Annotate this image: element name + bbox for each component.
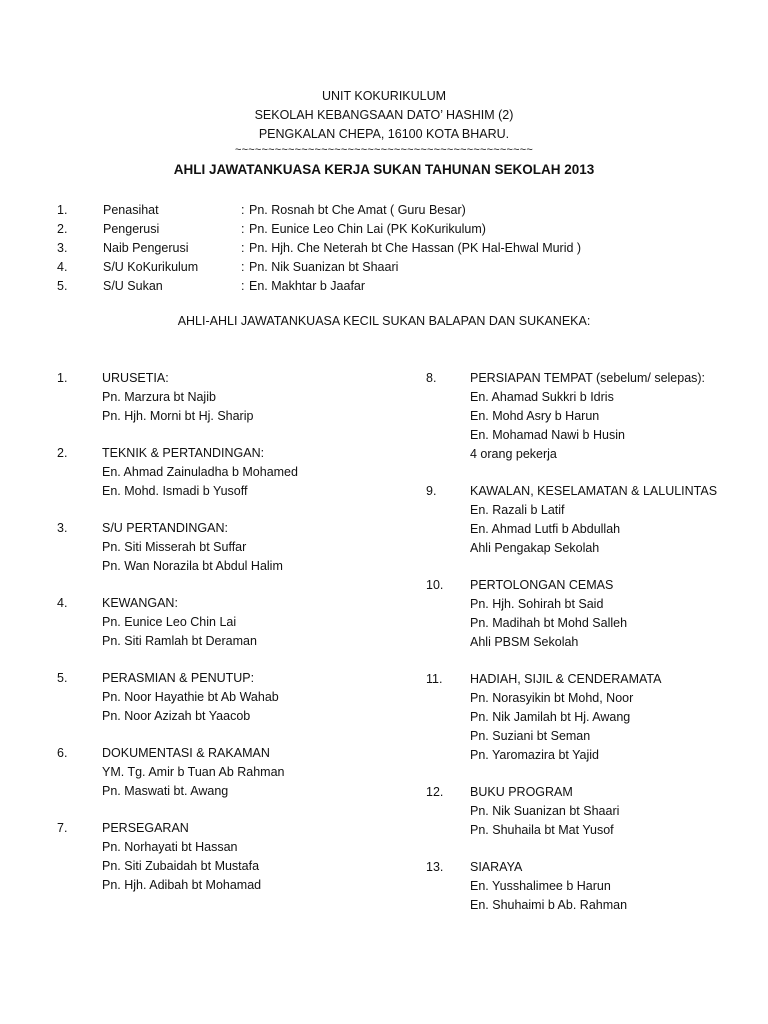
committee-member: En. Mohd. Ismadi b Yusoff [102, 484, 248, 498]
committee-title: DOKUMENTASI & RAKAMAN [102, 746, 270, 760]
committee-title: PERSIAPAN TEMPAT (sebelum/ selepas): [470, 371, 706, 385]
officer-role: Naib Pengerusi [103, 241, 189, 255]
committee-group [57, 519, 298, 576]
committee-group [426, 670, 717, 765]
committee-member: Ahli PBSM Sekolah [470, 635, 579, 649]
committee-title: PERTOLONGAN CEMAS [470, 578, 614, 592]
committee-group [57, 819, 298, 895]
committee-member: En. Ahmad Zainuladha b Mohamed [102, 465, 298, 479]
committee-group [426, 576, 717, 652]
committee-member: Pn. Noor Azizah bt Yaacob [102, 709, 251, 723]
header-unit: UNIT KOKURIKULUM [321, 89, 447, 103]
committees-right-column [426, 369, 717, 933]
committee-title: TEKNIK & PERTANDINGAN: [102, 446, 265, 460]
officer-role: Penasihat [103, 203, 159, 217]
committee-number: 5. [57, 671, 68, 685]
document-header [0, 87, 768, 156]
officer-number: 3. [57, 241, 68, 255]
committee-member: Pn. Norasyikin bt Mohd, Noor [470, 691, 634, 705]
committee-member: Pn. Noor Hayathie bt Ab Wahab [102, 690, 279, 704]
committee-member: En. Yusshalimee b Harun [470, 879, 611, 893]
officer-person: Pn. Hjh. Che Neterah bt Che Hassan (PK Hal-Ehwal Murid ) [249, 241, 582, 255]
committee-group [57, 594, 298, 651]
committee-body [470, 783, 717, 840]
committee-member: En. Shuhaimi b Ab. Rahman [470, 898, 628, 912]
committee-title: KAWALAN, KESELAMATAN & LALULINTAS [470, 484, 718, 498]
committee-member: En. Ahamad Sukkri b Idris [470, 390, 614, 404]
committee-title: BUKU PROGRAM [470, 785, 573, 799]
header-address: PENGKALAN CHEPA, 16100 KOTA BHARU. [258, 127, 510, 141]
officer-number: 4. [57, 260, 68, 274]
committee-title: KEWANGAN: [102, 596, 178, 610]
committee-member: Pn. Hjh. Morni bt Hj. Sharip [102, 409, 254, 423]
document-title: AHLI JAWATANKUASA KERJA SUKAN TAHUNAN SEKOLAH 2013 [173, 162, 595, 177]
committee-group [426, 783, 717, 840]
committee-body [102, 669, 298, 726]
committee-member: Pn. Siti Ramlah bt Deraman [102, 634, 257, 648]
committee-body [102, 819, 298, 895]
committee-member: En. Mohamad Nawi b Husin [470, 428, 625, 442]
committee-body [470, 369, 717, 464]
committee-body [102, 519, 298, 576]
officer-number: 5. [57, 279, 68, 293]
committee-group [426, 369, 717, 464]
officer-separator: : [241, 203, 245, 217]
committee-number: 11. [426, 672, 443, 686]
committee-number: 8. [426, 371, 437, 385]
subcommittee-heading: AHLI-AHLI JAWATANKUASA KECIL SUKAN BALAPAN DAN SUKANEKA: [177, 314, 591, 328]
committee-title: URUSETIA: [102, 371, 169, 385]
committee-member: Pn. Norhayati bt Hassan [102, 840, 238, 854]
officer-separator: : [241, 241, 245, 255]
committee-number: 13. [426, 860, 444, 874]
committee-title: SIARAYA [470, 860, 523, 874]
committee-number: 6. [57, 746, 68, 760]
committee-member: Pn. Hjh. Adibah bt Mohamad [102, 878, 262, 892]
committee-member: Pn. Eunice Leo Chin Lai [102, 615, 237, 629]
committee-number: 12. [426, 785, 444, 799]
committees-left-column [57, 369, 298, 913]
committee-member: Pn. Nik Suanizan bt Shaari [470, 804, 620, 818]
officer-number: 1. [57, 203, 68, 217]
committee-group [57, 669, 298, 726]
committee-group [426, 858, 717, 915]
officer-role: S/U Sukan [103, 279, 163, 293]
header-school: SEKOLAH KEBANGSAAN DATO’ HASHIM (2) [254, 108, 514, 122]
committee-title: S/U PERTANDINGAN: [102, 521, 228, 535]
officer-person: En. Makhtar b Jaafar [249, 279, 366, 293]
committee-member: Pn. Wan Norazila bt Abdul Halim [102, 559, 283, 573]
officer-separator: : [241, 279, 245, 293]
committee-title: PERSEGARAN [102, 821, 189, 835]
committee-number: 7. [57, 821, 68, 835]
committee-body [102, 744, 298, 801]
committee-member: Ahli Pengakap Sekolah [470, 541, 600, 555]
committee-member: Pn. Marzura bt Najib [102, 390, 216, 404]
committee-group [57, 369, 298, 426]
committee-body [470, 482, 717, 558]
committee-title: HADIAH, SIJIL & CENDERAMATA [470, 672, 662, 686]
officer-role: Pengerusi [103, 222, 160, 236]
officer-person: Pn. Rosnah bt Che Amat ( Guru Besar) [249, 203, 466, 217]
officer-role: S/U KoKurikulum [103, 260, 199, 274]
officer-person: Pn. Eunice Leo Chin Lai (PK KoKurikulum) [249, 222, 486, 236]
committee-group [57, 444, 298, 501]
committee-body [102, 444, 298, 501]
header-divider: ~~~~~~~~~~~~~~~~~~~~~~~~~~~~~~~~~~~~~~~~~~~~~ [234, 144, 534, 156]
committee-member: En. Ahmad Lutfi b Abdullah [470, 522, 621, 536]
committee-member: Pn. Yaromazira bt Yajid [470, 748, 600, 762]
committee-member: YM. Tg. Amir b Tuan Ab Rahman [102, 765, 285, 779]
committee-member: En. Mohd Asry b Harun [470, 409, 600, 423]
committee-title: PERASMIAN & PENUTUP: [102, 671, 255, 685]
committee-body [102, 594, 298, 651]
committee-number: 10. [426, 578, 444, 592]
committee-member: En. Razali b Latif [470, 503, 565, 517]
committee-number: 9. [426, 484, 437, 498]
officer-number: 2. [57, 222, 68, 236]
committee-body [470, 858, 717, 915]
committee-number: 2. [57, 446, 68, 460]
officer-separator: : [241, 222, 245, 236]
committee-member: Pn. Siti Zubaidah bt Mustafa [102, 859, 260, 873]
officer-separator: : [241, 260, 245, 274]
committee-member: Pn. Suziani bt Seman [470, 729, 591, 743]
committee-member: Pn. Madihah bt Mohd Salleh [470, 616, 628, 630]
committee-group [426, 482, 717, 558]
committee-member: Pn. Shuhaila bt Mat Yusof [470, 823, 614, 837]
committee-member: 4 orang pekerja [470, 447, 557, 461]
committee-member: Pn. Maswati bt. Awang [102, 784, 229, 798]
committee-body [470, 576, 717, 652]
committee-body [102, 369, 298, 426]
committee-number: 1. [57, 371, 68, 385]
committee-number: 4. [57, 596, 68, 610]
committee-number: 3. [57, 521, 68, 535]
officer-person: Pn. Nik Suanizan bt Shaari [249, 260, 399, 274]
committee-group [57, 744, 298, 801]
committee-member: Pn. Hjh. Sohirah bt Said [470, 597, 604, 611]
committee-member: Pn. Siti Misserah bt Suffar [102, 540, 247, 554]
committee-body [470, 670, 717, 765]
committee-member: Pn. Nik Jamilah bt Hj. Awang [470, 710, 631, 724]
